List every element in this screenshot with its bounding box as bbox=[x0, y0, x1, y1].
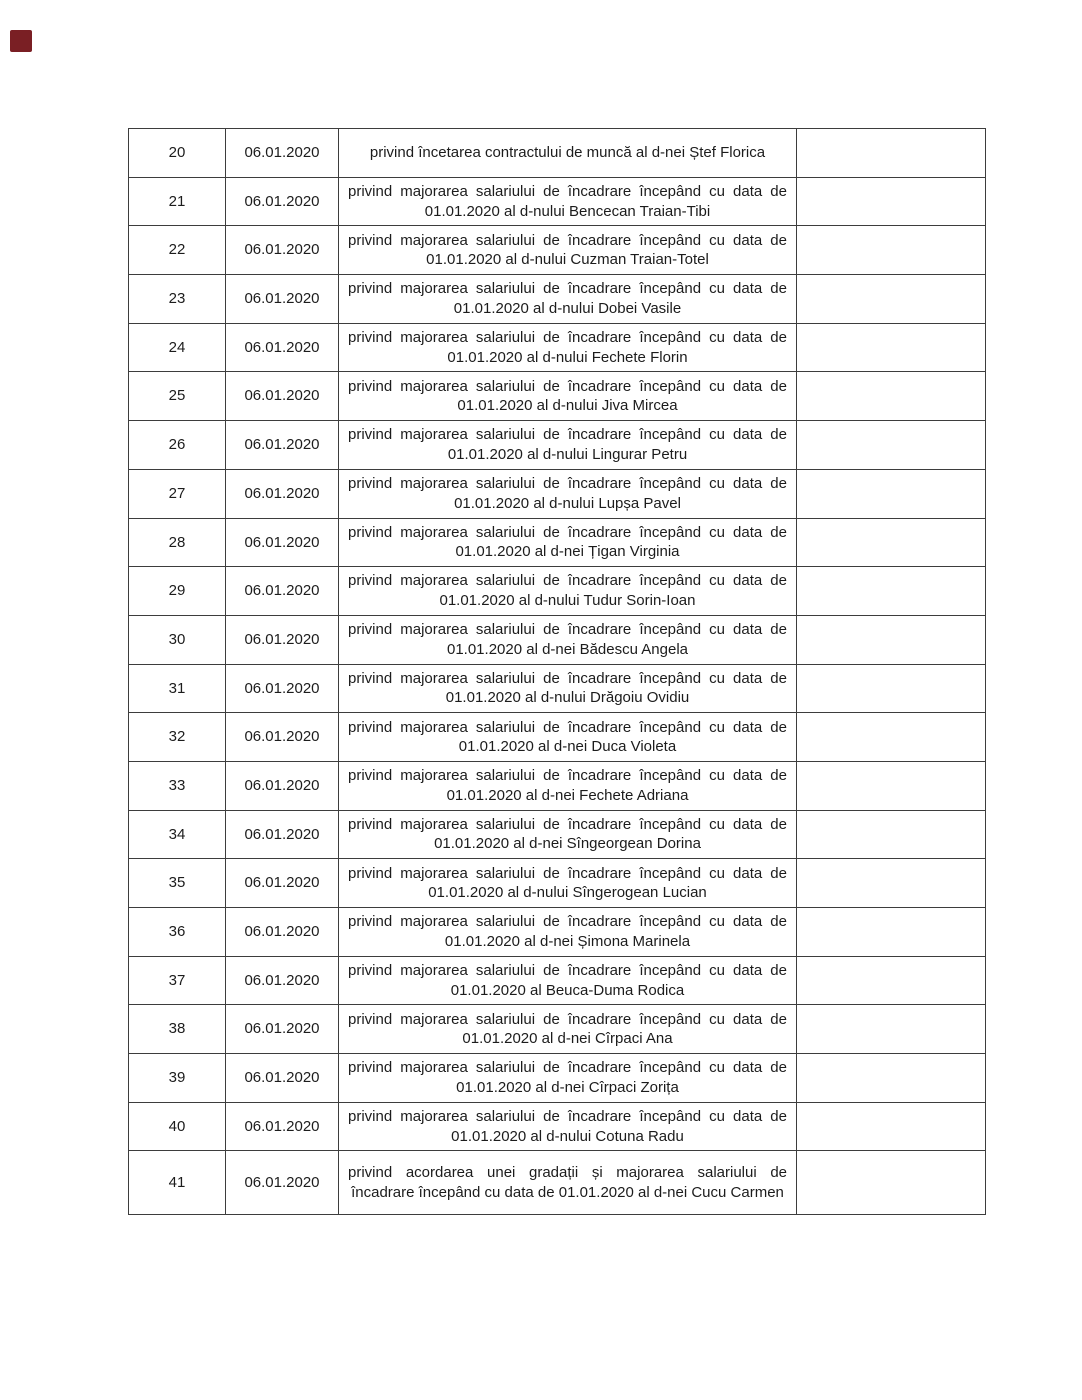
row-number-cell: 21 bbox=[129, 177, 226, 226]
table-row bbox=[129, 956, 986, 1005]
row-number-cell: 25 bbox=[129, 372, 226, 421]
row-description-cell: privind majorarea salariului de încadrare începând cu data de 01.01.2020 al d-nului Cuzman Traian-Totel bbox=[339, 226, 797, 275]
table-row bbox=[129, 1054, 986, 1103]
table-row bbox=[129, 518, 986, 567]
row-description-cell: privind majorarea salariului de încadrare începând cu data de 01.01.2020 al Beuca-Duma Rodica bbox=[339, 956, 797, 1005]
row-description-cell: privind majorarea salariului de încadrare începând cu data de 01.01.2020 al d-nului Lingurar Petru bbox=[339, 421, 797, 470]
row-description-cell: privind majorarea salariului de încadrare începând cu data de 01.01.2020 al d-nei Țigan Virginia bbox=[339, 518, 797, 567]
row-empty-cell bbox=[797, 421, 986, 470]
row-empty-cell bbox=[797, 1005, 986, 1054]
row-number-cell: 23 bbox=[129, 275, 226, 324]
row-date-cell: 06.01.2020 bbox=[226, 761, 339, 810]
row-number-cell: 29 bbox=[129, 567, 226, 616]
row-empty-cell bbox=[797, 1151, 986, 1215]
row-empty-cell bbox=[797, 567, 986, 616]
table-row bbox=[129, 908, 986, 957]
row-date-cell: 06.01.2020 bbox=[226, 567, 339, 616]
table-row bbox=[129, 567, 986, 616]
row-number-cell: 34 bbox=[129, 810, 226, 859]
row-number-cell: 38 bbox=[129, 1005, 226, 1054]
row-empty-cell bbox=[797, 664, 986, 713]
row-date-cell: 06.01.2020 bbox=[226, 664, 339, 713]
row-description-cell: privind majorarea salariului de încadrare începând cu data de 01.01.2020 al d-nului Jiva Mircea bbox=[339, 372, 797, 421]
row-date-cell: 06.01.2020 bbox=[226, 518, 339, 567]
table-row bbox=[129, 1005, 986, 1054]
row-date-cell: 06.01.2020 bbox=[226, 1151, 339, 1215]
row-empty-cell bbox=[797, 1102, 986, 1151]
row-number-cell: 30 bbox=[129, 615, 226, 664]
row-description-cell: privind majorarea salariului de încadrare începând cu data de 01.01.2020 al d-nei Bădescu Angela bbox=[339, 615, 797, 664]
row-number-cell: 20 bbox=[129, 129, 226, 178]
row-description-cell: privind majorarea salariului de încadrare începând cu data de 01.01.2020 al d-nei Fechete Adriana bbox=[339, 761, 797, 810]
row-date-cell: 06.01.2020 bbox=[226, 275, 339, 324]
row-date-cell: 06.01.2020 bbox=[226, 372, 339, 421]
table-row bbox=[129, 177, 986, 226]
row-empty-cell bbox=[797, 810, 986, 859]
row-date-cell: 06.01.2020 bbox=[226, 1102, 339, 1151]
row-number-cell: 33 bbox=[129, 761, 226, 810]
row-description-cell: privind majorarea salariului de încadrare începând cu data de 01.01.2020 al d-nei Cîrpaci Ana bbox=[339, 1005, 797, 1054]
decisions-table-body bbox=[129, 129, 986, 1215]
table-row bbox=[129, 421, 986, 470]
row-description-cell: privind majorarea salariului de încadrare începând cu data de 01.01.2020 al d-nei Sîngeorgean Dorina bbox=[339, 810, 797, 859]
row-date-cell: 06.01.2020 bbox=[226, 713, 339, 762]
table-row bbox=[129, 323, 986, 372]
row-number-cell: 35 bbox=[129, 859, 226, 908]
row-empty-cell bbox=[797, 615, 986, 664]
row-date-cell: 06.01.2020 bbox=[226, 1054, 339, 1103]
row-date-cell: 06.01.2020 bbox=[226, 956, 339, 1005]
row-description-cell: privind majorarea salariului de încadrare începând cu data de 01.01.2020 al d-nei Duca Violeta bbox=[339, 713, 797, 762]
table-row bbox=[129, 469, 986, 518]
row-empty-cell bbox=[797, 1054, 986, 1103]
table-row bbox=[129, 1151, 986, 1215]
row-empty-cell bbox=[797, 859, 986, 908]
row-empty-cell bbox=[797, 518, 986, 567]
table-row bbox=[129, 372, 986, 421]
row-empty-cell bbox=[797, 908, 986, 957]
row-number-cell: 31 bbox=[129, 664, 226, 713]
decisions-table bbox=[128, 128, 986, 1215]
row-description-cell: privind majorarea salariului de încadrare începând cu data de 01.01.2020 al d-nei Șimona Marinela bbox=[339, 908, 797, 957]
row-empty-cell bbox=[797, 469, 986, 518]
row-date-cell: 06.01.2020 bbox=[226, 1005, 339, 1054]
row-empty-cell bbox=[797, 177, 986, 226]
table-row bbox=[129, 226, 986, 275]
row-description-cell: privind încetarea contractului de muncă al d-nei Ștef Florica bbox=[339, 129, 797, 178]
row-number-cell: 39 bbox=[129, 1054, 226, 1103]
table-row bbox=[129, 713, 986, 762]
row-description-cell: privind majorarea salariului de încadrare începând cu data de 01.01.2020 al d-nului Dobei Vasile bbox=[339, 275, 797, 324]
row-date-cell: 06.01.2020 bbox=[226, 129, 339, 178]
row-number-cell: 27 bbox=[129, 469, 226, 518]
row-empty-cell bbox=[797, 275, 986, 324]
table-row bbox=[129, 810, 986, 859]
table-row bbox=[129, 129, 986, 178]
row-number-cell: 24 bbox=[129, 323, 226, 372]
table-row bbox=[129, 859, 986, 908]
row-number-cell: 32 bbox=[129, 713, 226, 762]
row-empty-cell bbox=[797, 761, 986, 810]
row-description-cell: privind majorarea salariului de încadrare începând cu data de 01.01.2020 al d-nului Drăgoiu Ovidiu bbox=[339, 664, 797, 713]
row-number-cell: 28 bbox=[129, 518, 226, 567]
row-number-cell: 36 bbox=[129, 908, 226, 957]
row-date-cell: 06.01.2020 bbox=[226, 226, 339, 275]
row-description-cell: privind majorarea salariului de încadrare începând cu data de 01.01.2020 al d-nului Bencecan Traian-Tibi bbox=[339, 177, 797, 226]
row-empty-cell bbox=[797, 129, 986, 178]
row-description-cell: privind majorarea salariului de încadrare începând cu data de 01.01.2020 al d-nei Cîrpaci Zorița bbox=[339, 1054, 797, 1103]
row-date-cell: 06.01.2020 bbox=[226, 859, 339, 908]
corner-marker bbox=[10, 30, 32, 52]
table-row bbox=[129, 664, 986, 713]
row-number-cell: 22 bbox=[129, 226, 226, 275]
row-date-cell: 06.01.2020 bbox=[226, 908, 339, 957]
row-description-cell: privind majorarea salariului de încadrare începând cu data de 01.01.2020 al d-nului Cotuna Radu bbox=[339, 1102, 797, 1151]
row-number-cell: 41 bbox=[129, 1151, 226, 1215]
row-empty-cell bbox=[797, 956, 986, 1005]
row-number-cell: 26 bbox=[129, 421, 226, 470]
row-number-cell: 40 bbox=[129, 1102, 226, 1151]
row-empty-cell bbox=[797, 226, 986, 275]
row-description-cell: privind acordarea unei gradații și majorarea salariului de încadrare începând cu data de 01.01.2020 al d-nei Cucu Carmen bbox=[339, 1151, 797, 1215]
table-row bbox=[129, 615, 986, 664]
row-date-cell: 06.01.2020 bbox=[226, 421, 339, 470]
row-description-cell: privind majorarea salariului de încadrare începând cu data de 01.01.2020 al d-nului Sîngerogean Lucian bbox=[339, 859, 797, 908]
row-description-cell: privind majorarea salariului de încadrare începând cu data de 01.01.2020 al d-nului Tudur Sorin-Ioan bbox=[339, 567, 797, 616]
row-date-cell: 06.01.2020 bbox=[226, 323, 339, 372]
row-number-cell: 37 bbox=[129, 956, 226, 1005]
row-date-cell: 06.01.2020 bbox=[226, 469, 339, 518]
row-empty-cell bbox=[797, 323, 986, 372]
row-empty-cell bbox=[797, 372, 986, 421]
table-row bbox=[129, 761, 986, 810]
row-description-cell: privind majorarea salariului de încadrare începând cu data de 01.01.2020 al d-nului Fechete Florin bbox=[339, 323, 797, 372]
row-date-cell: 06.01.2020 bbox=[226, 810, 339, 859]
row-date-cell: 06.01.2020 bbox=[226, 177, 339, 226]
row-date-cell: 06.01.2020 bbox=[226, 615, 339, 664]
table-row bbox=[129, 1102, 986, 1151]
row-description-cell: privind majorarea salariului de încadrare începând cu data de 01.01.2020 al d-nului Lupșa Pavel bbox=[339, 469, 797, 518]
row-empty-cell bbox=[797, 713, 986, 762]
table-row bbox=[129, 275, 986, 324]
